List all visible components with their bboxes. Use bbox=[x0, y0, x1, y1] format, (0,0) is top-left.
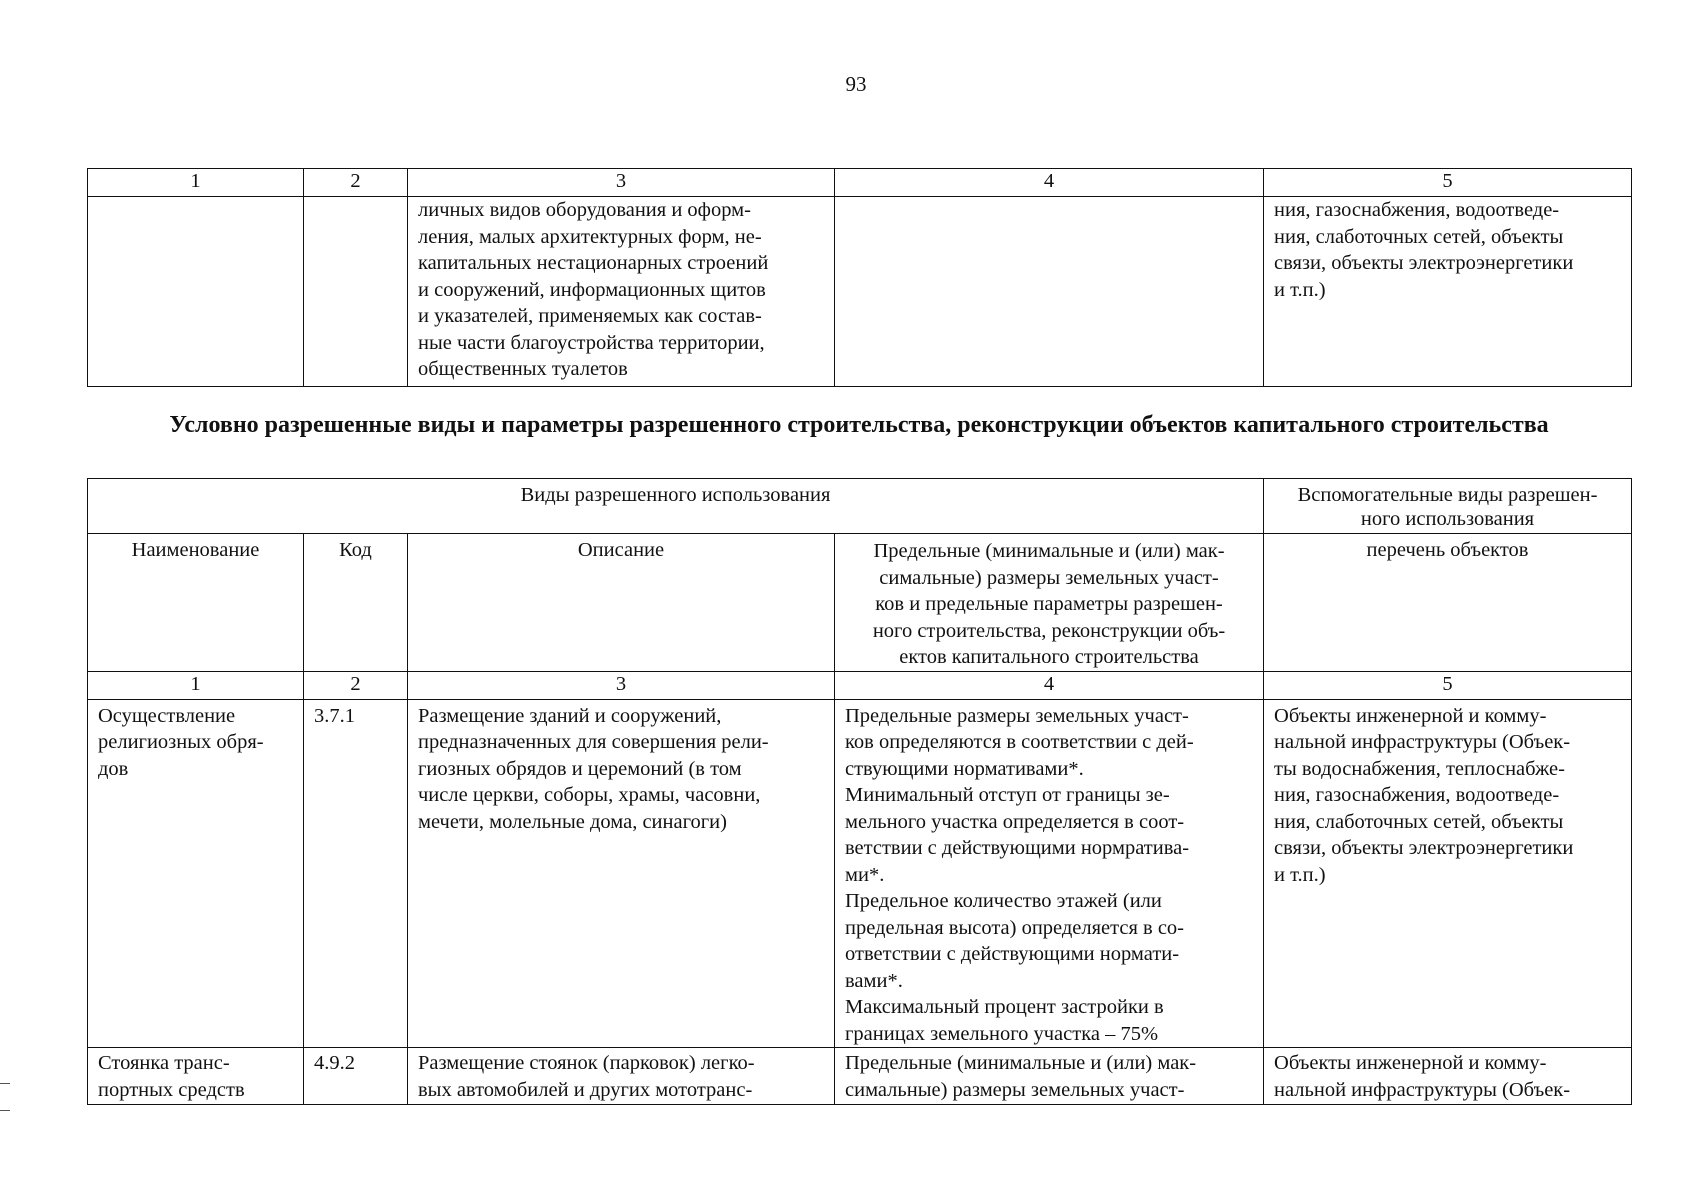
name-cell bbox=[88, 197, 304, 387]
column-number: 4 bbox=[835, 169, 1264, 197]
column-number: 5 bbox=[1264, 671, 1632, 699]
header-parameters: Предельные (минимальные и (или) мак- симальные) размеры земельных участ- ков и предельные параметры разрешен- ного строительства, реконструкции объ- ектов капитального строительства bbox=[835, 534, 1264, 672]
column-number: 2 bbox=[304, 169, 408, 197]
table-number-row bbox=[88, 671, 1632, 699]
header-auxiliary: перечень объектов bbox=[1264, 534, 1632, 672]
header-code: Код bbox=[304, 534, 408, 672]
table-row bbox=[88, 197, 1632, 387]
table-row bbox=[88, 1048, 1632, 1105]
table-header-group-row bbox=[88, 479, 1632, 534]
header-description: Описание bbox=[408, 534, 835, 672]
conditional-uses-table bbox=[87, 478, 1632, 1105]
header-auxiliary-uses: Вспомогательные виды разрешен- ного использования bbox=[1264, 479, 1632, 534]
header-name: Наименование bbox=[88, 534, 304, 672]
column-number: 1 bbox=[88, 671, 304, 699]
code-cell bbox=[304, 197, 408, 387]
table-header-row bbox=[88, 534, 1632, 672]
column-number: 1 bbox=[88, 169, 304, 197]
description-cell: Размещение стоянок (парковок) легко- вых автомобилей и других мототранс- bbox=[408, 1048, 835, 1105]
name-cell: Стоянка транс- портных средств bbox=[88, 1048, 304, 1105]
continued-table bbox=[87, 168, 1632, 387]
auxiliary-cell: Объекты инженерной и комму- нальной инфраструктуры (Объек- ты водоснабжения, теплоснабже- ния, газоснабжения, водоотведе- ния, слаботочных сетей, объекты связи, объекты электроэнергетики и т.п.) bbox=[1264, 699, 1632, 1048]
auxiliary-cell: ния, газоснабжения, водоотведе- ния, слаботочных сетей, объекты связи, объекты электроэнергетики и т.п.) bbox=[1264, 197, 1632, 387]
table-row bbox=[88, 699, 1632, 1048]
column-number: 4 bbox=[835, 671, 1264, 699]
name-cell: Осуществление религиозных обря- дов bbox=[88, 699, 304, 1048]
scan-edge-mark bbox=[0, 1083, 10, 1084]
parameters-cell bbox=[835, 197, 1264, 387]
page-number: 93 bbox=[845, 72, 867, 96]
description-cell: Размещение зданий и сооружений, предназначенных для совершения рели- гиозных обрядов и церемоний (в том числе церкви, соборы, храмы, часовни, мечети, молельные дома, синагоги) bbox=[408, 699, 835, 1048]
scan-edge-mark bbox=[0, 1110, 10, 1111]
column-number: 5 bbox=[1264, 169, 1632, 197]
parameters-cell: Предельные размеры земельных участ- ков определяются в соответствии с дей- ствующими нормативами*. Минимальный отступ от границы зе- мельного участка определяется в соот- ветствии с действующими нормратива- ми*. Предельное количество этажей (или предельная высота) определяется в со- ответствии с действующими нормати- вами*. Максимальный процент застройки в границах земельного участка – 75% bbox=[835, 699, 1264, 1048]
column-number: 3 bbox=[408, 671, 835, 699]
description-cell: личных видов оборудования и оформ- ления, малых архитектурных форм, не- капитальных нестационарных строений и сооружений, информационных щитов и указателей, применяемых как состав- ные части благоустройства территории, общественных туалетов bbox=[408, 197, 835, 387]
auxiliary-cell: Объекты инженерной и комму- нальной инфраструктуры (Объек- bbox=[1264, 1048, 1632, 1105]
section-heading: Условно разрешенные виды и параметры разрешенного строительства, реконструкции объектов капитального строительства bbox=[169, 412, 1549, 438]
column-number: 2 bbox=[304, 671, 408, 699]
column-number: 3 bbox=[408, 169, 835, 197]
code-cell: 3.7.1 bbox=[304, 699, 408, 1048]
table-number-row bbox=[88, 169, 1632, 197]
parameters-cell: Предельные (минимальные и (или) мак- симальные) размеры земельных участ- bbox=[835, 1048, 1264, 1105]
code-cell: 4.9.2 bbox=[304, 1048, 408, 1105]
header-permitted-uses: Виды разрешенного использования bbox=[88, 479, 1264, 534]
